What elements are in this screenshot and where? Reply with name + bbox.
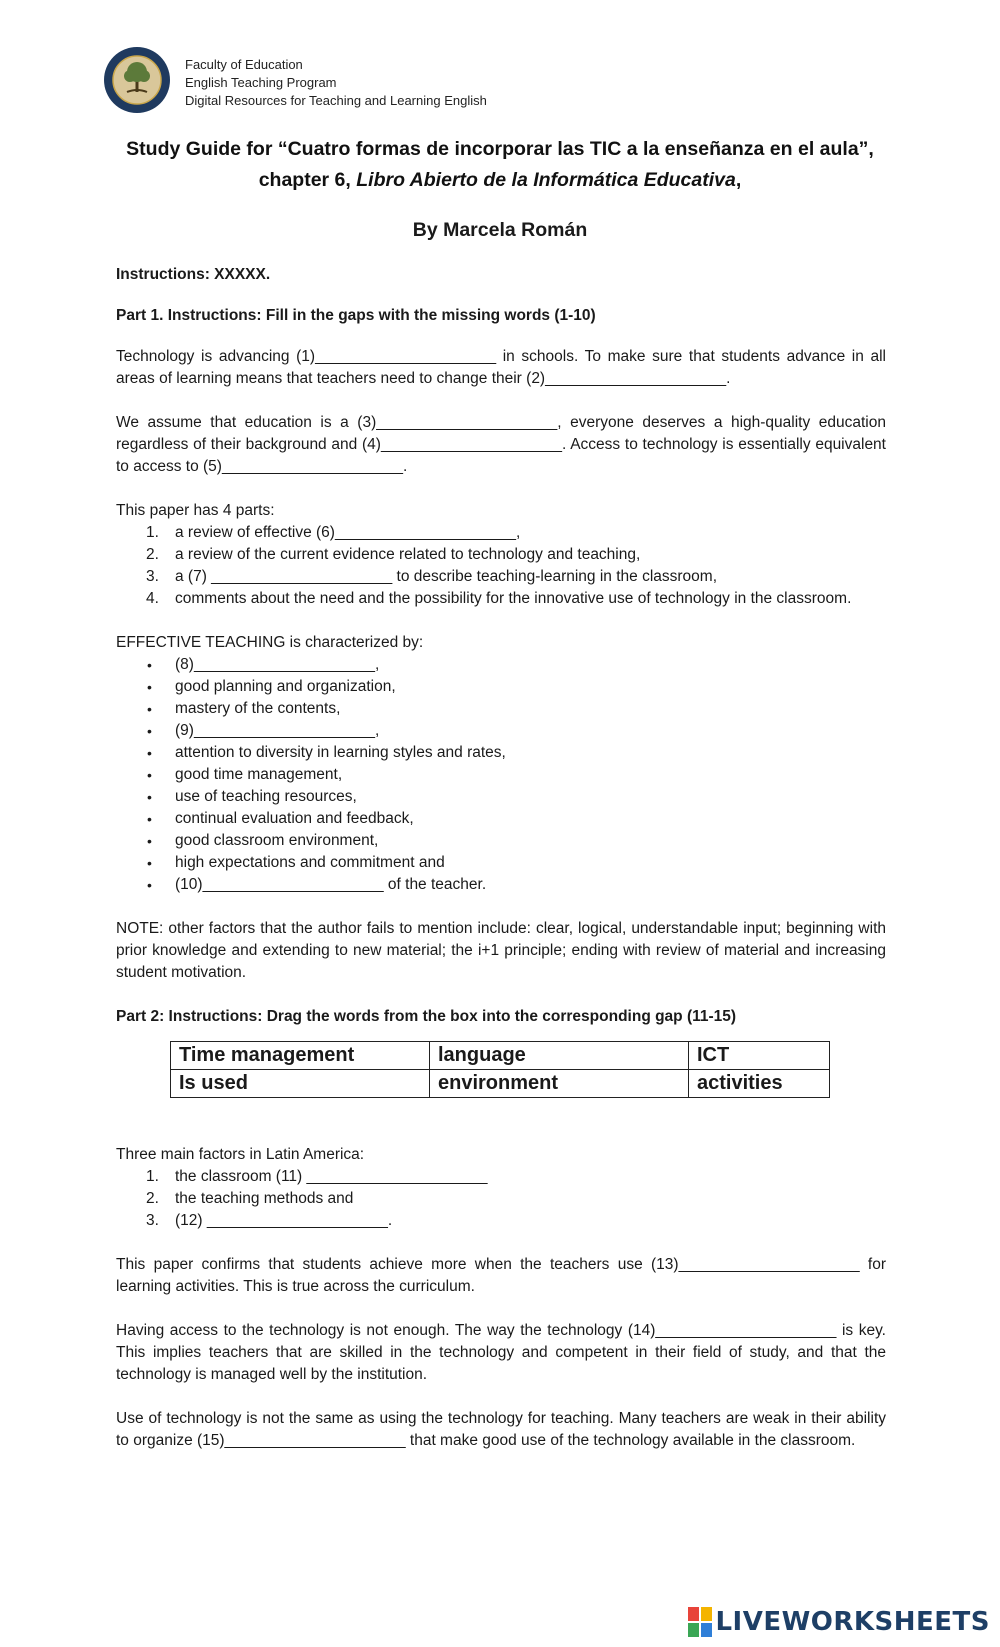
word-option[interactable]: Is used [171, 1070, 430, 1098]
factors-list [116, 1166, 886, 1232]
program-name: English Teaching Program [185, 75, 337, 90]
title-line-1: Study Guide for “Cuatro formas de incorporar las TIC a la enseñanza en el aula”, [126, 138, 874, 160]
word-option[interactable]: activities [689, 1070, 830, 1098]
part1-heading: Part 1. Instructions: Fill in the gaps with the missing words (1-10) [116, 307, 596, 324]
part2-paragraph-14: Having access to the technology is not enough. The way the technology (14)_____________________ is key. This implies teachers that are skilled in the technology and competent in their field of study, and that the technology is managed well by the institution. [116, 1322, 886, 1383]
table-row [171, 1070, 830, 1098]
list-item: 3. a (7) _____________________ to describe teaching-learning in the classroom, [146, 568, 718, 585]
list-item: 3. (12) _____________________. [146, 1212, 393, 1229]
part2-paragraph-15: Use of technology is not the same as using the technology for teaching. Many teachers are weak in their ability to organize (15)_____________________ that make good use of the technology available in the classroom. [116, 1410, 886, 1449]
part1-paragraph-1: Technology is advancing (1)_____________________ in schools. To make sure that students advance in all areas of learning means that teachers need to change their (2)_____________________. [116, 348, 886, 387]
list-item: • (9)_____________________, [147, 722, 380, 739]
liveworksheets-icon [688, 1607, 712, 1637]
paper-parts-list [116, 522, 886, 610]
word-option[interactable]: ICT [689, 1042, 830, 1070]
title-line-2 [110, 165, 890, 196]
list-item: 1. a review of effective (6)_____________________, [146, 524, 521, 541]
list-item: • attention to diversity in learning styles and rates, [147, 744, 506, 761]
list-item: • (10)_____________________ of the teacher. [147, 876, 487, 893]
brand-name: LIVEWORKSHEETS [715, 1607, 990, 1637]
part2-heading: Part 2: Instructions: Drag the words from the box into the corresponding gap (11-15) [116, 1008, 737, 1025]
word-box [170, 1041, 830, 1098]
title-comma: , [735, 169, 742, 191]
faculty-name: Faculty of Education [185, 57, 303, 72]
list-item: 4. comments about the need and the possibility for the innovative use of technology in the classroom. [146, 590, 852, 607]
list-item: 2. a review of the current evidence related to technology and teaching, [146, 546, 641, 563]
title-book: Libro Abierto de la Informática Educativa [356, 169, 736, 191]
list-item: • good time management, [147, 766, 343, 783]
document-title [110, 134, 890, 196]
table-row [171, 1042, 830, 1070]
list-item: 2. the teaching methods and [146, 1190, 354, 1207]
list-item: • (8)_____________________, [147, 656, 380, 673]
part1-paragraph-2: We assume that education is a (3)_____________________, everyone deserves a high-quality education regardless of their background and (4)_____________________. Access to technology is essentially equivalent to access to (5)_____________________. [116, 414, 886, 475]
title-chapter: chapter 6, [258, 169, 357, 191]
general-instructions: Instructions: XXXXX. [116, 266, 271, 283]
factors-intro: Three main factors in Latin America: [116, 1146, 365, 1163]
part2-paragraph-13: This paper confirms that students achieve more when the teachers use (13)_____________________ for learning activities. This is true across the curriculum. [116, 1256, 886, 1295]
list-item: • high expectations and commitment and [147, 854, 445, 871]
list-item: • continual evaluation and feedback, [147, 810, 414, 827]
effective-teaching-list [116, 654, 886, 896]
list-item: • mastery of the contents, [147, 700, 341, 717]
university-seal-icon [103, 46, 171, 114]
word-option[interactable]: environment [430, 1070, 689, 1098]
effective-teaching-intro: EFFECTIVE TEACHING is characterized by: [116, 634, 424, 651]
list-item: • good planning and organization, [147, 678, 396, 695]
word-option[interactable]: Time management [171, 1042, 430, 1070]
author-note: NOTE: other factors that the author fails to mention include: clear, logical, understandable input; beginning with prior knowledge and extending to new material; the i+1 principle; ending with review of material and increasing student motivation. [116, 920, 886, 981]
list-item: • good classroom environment, [147, 832, 379, 849]
liveworksheets-logo [688, 1607, 990, 1637]
word-option[interactable]: language [430, 1042, 689, 1070]
document-author: By Marcela Román [412, 219, 588, 241]
resource-name: Digital Resources for Teaching and Learning English [185, 93, 487, 108]
worksheet-content [116, 264, 886, 1452]
list-item: 1. the classroom (11) _____________________ [146, 1168, 488, 1185]
institution-header [103, 46, 487, 114]
paper-parts-intro: This paper has 4 parts: [116, 502, 275, 519]
list-item: • use of teaching resources, [147, 788, 357, 805]
institution-lines [185, 56, 487, 110]
